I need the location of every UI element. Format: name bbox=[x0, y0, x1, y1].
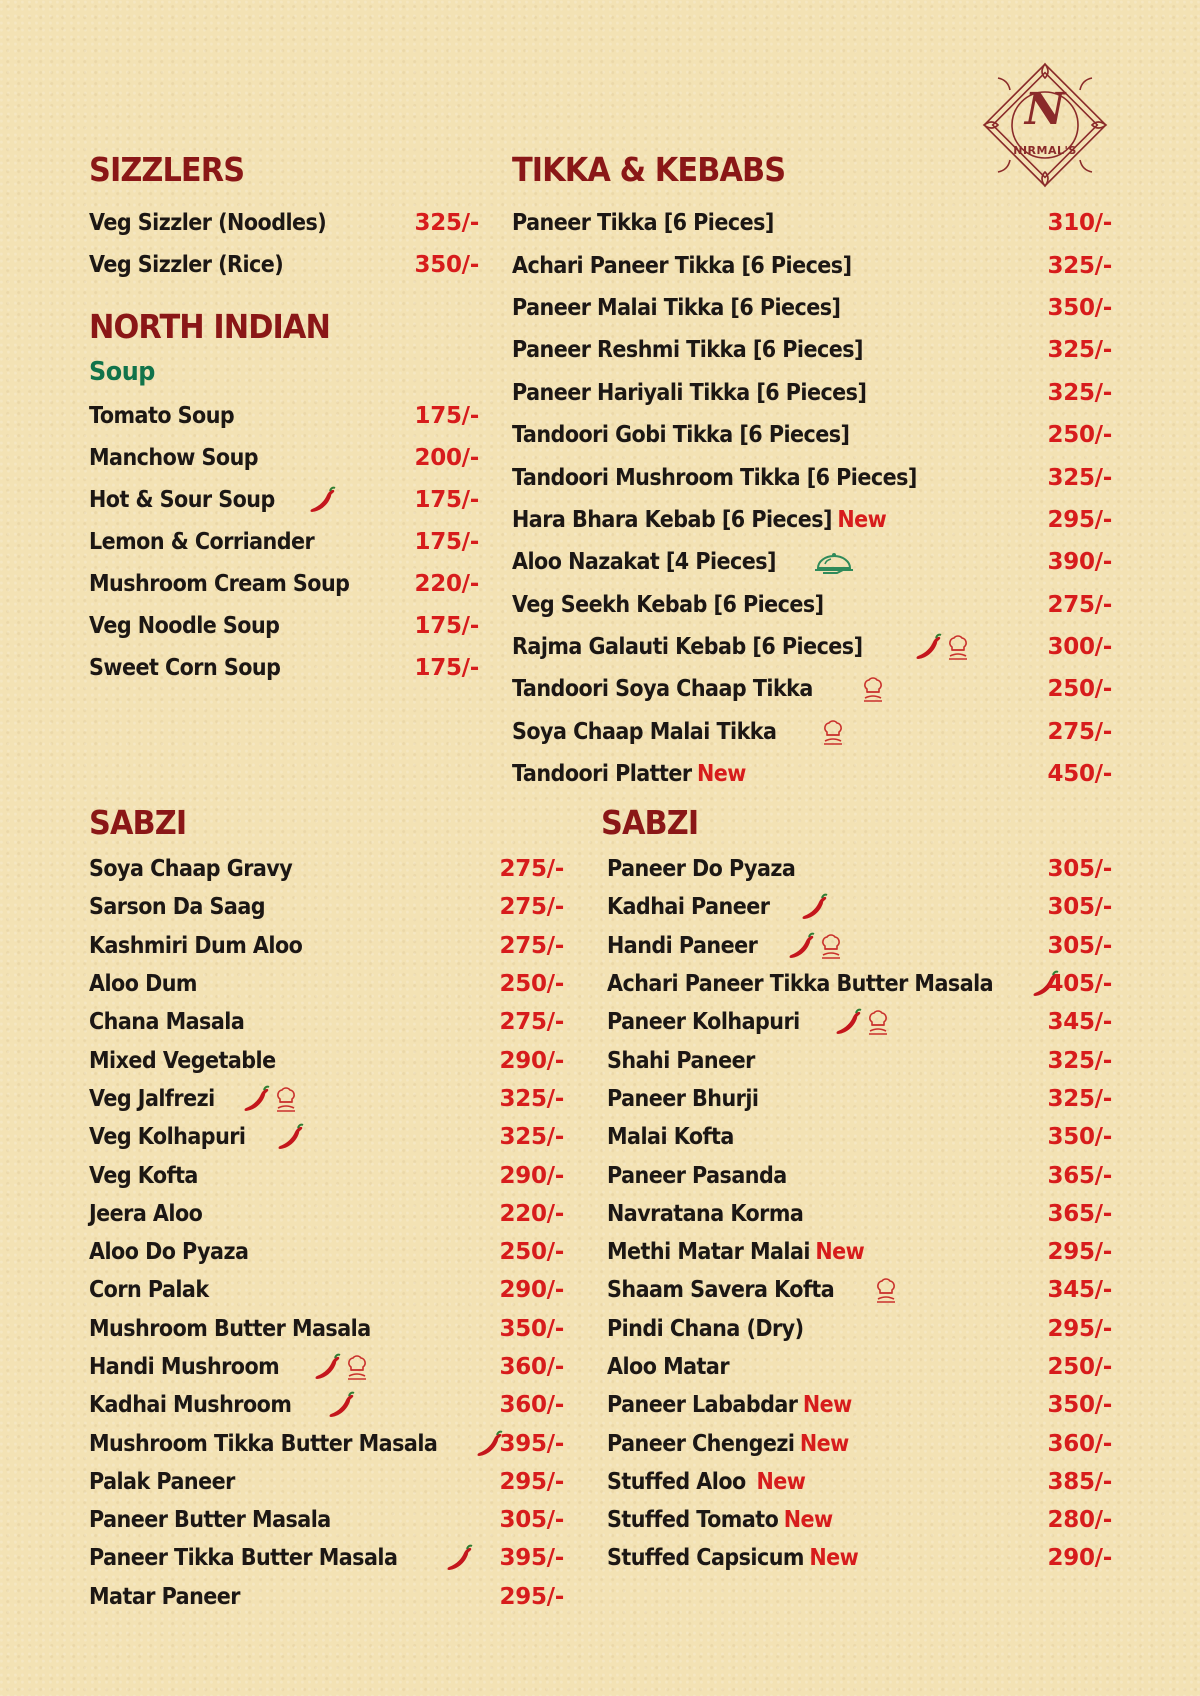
item-name: Aloo Matar bbox=[607, 1354, 730, 1380]
item-price: 345/- bbox=[1047, 1277, 1112, 1304]
menu-item bbox=[607, 1041, 1112, 1079]
item-price: 175/- bbox=[414, 613, 479, 639]
menu-item bbox=[89, 647, 479, 689]
new-tag: New bbox=[783, 1507, 833, 1534]
item-name: Paneer Tikka Butter Masala bbox=[89, 1545, 398, 1572]
menu-item bbox=[89, 1578, 564, 1616]
item-price: 450/- bbox=[1047, 761, 1112, 788]
item-price: 220/- bbox=[414, 571, 479, 597]
menu-item bbox=[607, 965, 1112, 1003]
item-name: Achari Paneer Tikka Butter Masala bbox=[607, 971, 994, 998]
item-price: 310/- bbox=[1047, 210, 1112, 237]
tikka-kebabs-section bbox=[512, 150, 1112, 790]
item-name: Tandoori Soya Chaap Tikka bbox=[512, 676, 813, 703]
item-name-text: Paneer Lababdar bbox=[607, 1392, 798, 1419]
menu-item bbox=[607, 1386, 1112, 1424]
item-name: Paneer Pasanda bbox=[607, 1162, 787, 1189]
item-name: Veg Jalfrezi bbox=[89, 1085, 215, 1112]
menu-item bbox=[89, 563, 479, 605]
menu-item bbox=[89, 1501, 564, 1539]
section-title: SABZI bbox=[601, 803, 699, 842]
menu-item bbox=[512, 456, 1112, 498]
item-name: Kashmiri Dum Aloo bbox=[89, 932, 303, 959]
item-name-text: Paneer Chengezi bbox=[607, 1430, 795, 1457]
new-tag: New bbox=[756, 1468, 806, 1495]
new-tag: New bbox=[696, 761, 746, 788]
item-name: Aloo Dum bbox=[89, 971, 197, 998]
item-price: 390/- bbox=[1047, 549, 1112, 576]
chili-icon bbox=[833, 1007, 863, 1037]
item-price: 360/- bbox=[1047, 1430, 1112, 1457]
menu-item bbox=[89, 1271, 564, 1309]
item-price: 350/- bbox=[499, 1315, 564, 1342]
chef-hat-icon bbox=[871, 1275, 901, 1305]
item-name: Manchow Soup bbox=[89, 445, 259, 471]
item-price: 175/- bbox=[414, 487, 479, 513]
item-name: Palak Paneer bbox=[89, 1468, 235, 1495]
item-price: 275/- bbox=[499, 932, 564, 959]
item-price: 305/- bbox=[1047, 856, 1112, 883]
item-name: Handi Mushroom bbox=[89, 1354, 280, 1380]
item-name bbox=[607, 1507, 833, 1533]
item-price: 405/- bbox=[1047, 971, 1112, 998]
item-name: Veg Seekh Kebab [6 Pieces] bbox=[512, 591, 824, 618]
menu-item bbox=[89, 1386, 564, 1424]
item-name: Mushroom Cream Soup bbox=[89, 571, 350, 597]
item-name: Paneer Hariyali Tikka [6 Pieces] bbox=[512, 379, 867, 406]
item-name: Rajma Galauti Kebab [6 Pieces] bbox=[512, 634, 863, 661]
item-name bbox=[607, 1239, 864, 1265]
item-name: Paneer Bhurji bbox=[607, 1085, 759, 1112]
chili-icon bbox=[275, 1122, 305, 1152]
item-name: Sarson Da Saag bbox=[89, 894, 266, 921]
section-title: SABZI bbox=[89, 803, 187, 842]
menu-item bbox=[89, 1463, 564, 1501]
item-name: Hot & Sour Soup bbox=[89, 487, 275, 513]
item-price: 250/- bbox=[1047, 676, 1112, 703]
item-name: Kadhai Paneer bbox=[607, 894, 770, 921]
menu-item bbox=[512, 584, 1112, 626]
new-tag: New bbox=[837, 506, 887, 533]
item-name: Tandoori Gobi Tikka [6 Pieces] bbox=[512, 422, 850, 449]
sizzlers-list bbox=[89, 202, 479, 286]
sabzi-right-list bbox=[607, 850, 1112, 1578]
menu-item bbox=[512, 202, 1112, 244]
item-name bbox=[607, 1545, 858, 1571]
menu-item bbox=[607, 1348, 1112, 1386]
menu-item bbox=[89, 1041, 564, 1079]
item-name: Sweet Corn Soup bbox=[89, 655, 281, 681]
new-tag: New bbox=[802, 1392, 852, 1419]
item-price: 325/- bbox=[1047, 1047, 1112, 1074]
menu-item bbox=[89, 1118, 564, 1156]
item-name: Navratana Korma bbox=[607, 1200, 804, 1227]
menu-item bbox=[607, 1501, 1112, 1539]
item-name: Achari Paneer Tikka [6 Pieces] bbox=[512, 252, 852, 279]
menu-item bbox=[89, 1156, 564, 1194]
menu-item bbox=[607, 1271, 1112, 1309]
brand-name: NIRMAL'S bbox=[1013, 144, 1077, 157]
item-name: Mixed Vegetable bbox=[89, 1047, 276, 1074]
menu-item bbox=[512, 329, 1112, 371]
menu-item bbox=[607, 1463, 1112, 1501]
chili-icon bbox=[444, 1543, 474, 1573]
menu-item bbox=[89, 927, 564, 965]
item-name: Paneer Malai Tikka [6 Pieces] bbox=[512, 294, 841, 321]
item-price: 325/- bbox=[499, 1085, 564, 1112]
menu-item bbox=[89, 1310, 564, 1348]
menu-item bbox=[512, 711, 1112, 753]
menu-item bbox=[607, 888, 1112, 926]
item-name: Tandoori Mushroom Tikka [6 Pieces] bbox=[512, 464, 917, 491]
item-price: 325/- bbox=[1047, 252, 1112, 279]
chef-hat-icon bbox=[342, 1352, 372, 1382]
item-price: 300/- bbox=[1047, 634, 1112, 661]
menu-item bbox=[512, 414, 1112, 456]
menu-item bbox=[89, 479, 479, 521]
chili-icon bbox=[326, 1390, 356, 1420]
item-price: 360/- bbox=[499, 1392, 564, 1419]
menu-item bbox=[607, 1310, 1112, 1348]
chili-icon bbox=[307, 485, 337, 515]
item-price: 325/- bbox=[1047, 464, 1112, 491]
item-price: 200/- bbox=[414, 445, 479, 471]
menu-item bbox=[607, 1080, 1112, 1118]
item-name: Paneer Do Pyaza bbox=[607, 856, 796, 883]
soup-subtitle: Soup bbox=[89, 357, 155, 387]
menu-item bbox=[512, 668, 1112, 710]
item-name: Shaam Savera Kofta bbox=[607, 1277, 835, 1304]
item-name: Soya Chaap Gravy bbox=[89, 856, 293, 883]
new-tag: New bbox=[815, 1239, 865, 1266]
item-name bbox=[512, 507, 886, 533]
item-price: 395/- bbox=[499, 1430, 564, 1457]
menu-item bbox=[89, 1080, 564, 1118]
menu-item bbox=[89, 605, 479, 647]
menu-item bbox=[512, 499, 1112, 541]
section-title: NORTH INDIAN bbox=[89, 307, 330, 346]
item-name: Paneer Tikka [6 Pieces] bbox=[512, 210, 774, 237]
chef-hat-icon bbox=[816, 931, 846, 961]
item-name: Aloo Nazakat [4 Pieces] bbox=[512, 549, 776, 576]
menu-item bbox=[512, 626, 1112, 668]
item-name: Veg Sizzler (Noodles) bbox=[89, 210, 327, 236]
item-price: 290/- bbox=[499, 1047, 564, 1074]
chili-icon bbox=[312, 1352, 342, 1382]
item-name: Lemon & Corriander bbox=[89, 529, 315, 555]
menu-item bbox=[607, 1233, 1112, 1271]
item-name: Veg Noodle Soup bbox=[89, 613, 280, 639]
chef-hat-icon bbox=[863, 1007, 893, 1037]
item-price: 175/- bbox=[414, 655, 479, 681]
item-price: 275/- bbox=[499, 1009, 564, 1036]
chef-hat-icon bbox=[271, 1084, 301, 1114]
item-name: Mushroom Tikka Butter Masala bbox=[89, 1430, 438, 1457]
item-price: 295/- bbox=[1047, 506, 1112, 533]
item-price: 290/- bbox=[499, 1162, 564, 1189]
sabzi-left-section bbox=[89, 803, 564, 1623]
item-name: Veg Kolhapuri bbox=[89, 1124, 246, 1151]
item-name-text: Tandoori Platter bbox=[512, 761, 692, 788]
menu-item bbox=[89, 850, 564, 888]
item-price: 295/- bbox=[1047, 1239, 1112, 1266]
item-price: 325/- bbox=[1047, 337, 1112, 364]
menu-item bbox=[89, 1424, 564, 1462]
item-name: Pindi Chana (Dry) bbox=[607, 1315, 804, 1342]
item-price: 305/- bbox=[499, 1507, 564, 1534]
item-price: 295/- bbox=[1047, 1315, 1112, 1342]
menu-item bbox=[89, 244, 479, 286]
menu-item bbox=[512, 541, 1112, 583]
item-name: Tomato Soup bbox=[89, 403, 235, 429]
item-price: 175/- bbox=[414, 403, 479, 429]
item-price: 350/- bbox=[1047, 1392, 1112, 1419]
item-name-text: Stuffed Tomato bbox=[607, 1507, 779, 1534]
sabzi-left-list bbox=[89, 850, 564, 1616]
menu-item bbox=[89, 1233, 564, 1271]
item-price: 175/- bbox=[414, 529, 479, 555]
item-name: Veg Kofta bbox=[89, 1162, 198, 1189]
item-name: Soya Chaap Malai Tikka bbox=[512, 718, 777, 745]
menu-item bbox=[607, 1539, 1112, 1577]
item-name: Mushroom Butter Masala bbox=[89, 1315, 371, 1342]
item-name: Veg Sizzler (Rice) bbox=[89, 252, 284, 278]
menu-item bbox=[607, 1003, 1112, 1041]
item-name bbox=[607, 1469, 805, 1495]
item-price: 295/- bbox=[499, 1583, 564, 1610]
menu-item bbox=[607, 1195, 1112, 1233]
item-price: 250/- bbox=[1047, 422, 1112, 449]
chili-icon bbox=[799, 892, 829, 922]
serving-cloche-icon bbox=[811, 547, 857, 577]
item-name: Matar Paneer bbox=[89, 1583, 240, 1610]
north-indian-section bbox=[89, 307, 479, 687]
menu-item bbox=[512, 287, 1112, 329]
menu-item bbox=[607, 1424, 1112, 1462]
item-name: Handi Paneer bbox=[607, 932, 758, 959]
item-price: 325/- bbox=[1047, 379, 1112, 406]
section-title: TIKKA & KEBABS bbox=[512, 150, 786, 189]
new-tag: New bbox=[799, 1430, 849, 1457]
item-price: 250/- bbox=[499, 1239, 564, 1266]
item-price: 360/- bbox=[499, 1354, 564, 1380]
item-price: 250/- bbox=[499, 971, 564, 998]
item-price: 385/- bbox=[1047, 1468, 1112, 1495]
item-price: 365/- bbox=[1047, 1200, 1112, 1227]
item-price: 325/- bbox=[414, 210, 479, 236]
item-price: 250/- bbox=[1047, 1354, 1112, 1380]
section-title: SIZZLERS bbox=[89, 150, 245, 189]
menu-item bbox=[607, 850, 1112, 888]
item-price: 365/- bbox=[1047, 1162, 1112, 1189]
menu-item bbox=[89, 1195, 564, 1233]
item-name-text: Stuffed Capsicum bbox=[607, 1545, 804, 1572]
menu-item bbox=[607, 927, 1112, 965]
item-name: Chana Masala bbox=[89, 1009, 245, 1036]
menu-item bbox=[512, 372, 1112, 414]
menu-item bbox=[512, 244, 1112, 286]
item-name: Jeera Aloo bbox=[89, 1200, 203, 1227]
sabzi-right-section bbox=[601, 803, 1112, 1593]
brand-monogram: N bbox=[1024, 84, 1066, 135]
chef-hat-icon bbox=[858, 674, 888, 704]
item-name: Kadhai Mushroom bbox=[89, 1392, 292, 1419]
item-name bbox=[512, 761, 746, 787]
item-name bbox=[607, 1392, 852, 1418]
item-price: 275/- bbox=[1047, 718, 1112, 745]
item-price: 290/- bbox=[499, 1277, 564, 1304]
menu-item bbox=[89, 1348, 564, 1386]
chef-hat-icon bbox=[943, 632, 973, 662]
menu-item bbox=[89, 437, 479, 479]
item-name bbox=[607, 1431, 849, 1457]
item-name: Malai Kofta bbox=[607, 1124, 734, 1151]
menu-item bbox=[89, 521, 479, 563]
new-tag: New bbox=[809, 1545, 859, 1572]
chili-icon bbox=[786, 931, 816, 961]
menu-item bbox=[607, 1156, 1112, 1194]
item-name-text: Methi Matar Malai bbox=[607, 1239, 810, 1266]
item-price: 275/- bbox=[1047, 591, 1112, 618]
item-price: 275/- bbox=[499, 894, 564, 921]
item-price: 350/- bbox=[1047, 1124, 1112, 1151]
menu-item bbox=[89, 965, 564, 1003]
item-price: 305/- bbox=[1047, 932, 1112, 959]
item-price: 275/- bbox=[499, 856, 564, 883]
item-name-text: Hara Bhara Kebab [6 Pieces] bbox=[512, 506, 832, 533]
chili-icon bbox=[913, 632, 943, 662]
menu-item bbox=[89, 1003, 564, 1041]
menu-item bbox=[89, 1539, 564, 1577]
item-price: 350/- bbox=[1047, 294, 1112, 321]
item-price: 325/- bbox=[499, 1124, 564, 1151]
chili-icon bbox=[241, 1084, 271, 1114]
tikka-list bbox=[512, 202, 1112, 795]
item-name-text: Stuffed Aloo bbox=[607, 1468, 746, 1495]
item-price: 395/- bbox=[499, 1545, 564, 1572]
item-price: 350/- bbox=[414, 252, 479, 278]
item-price: 305/- bbox=[1047, 894, 1112, 921]
item-name: Aloo Do Pyaza bbox=[89, 1239, 249, 1266]
item-price: 325/- bbox=[1047, 1085, 1112, 1112]
menu-item bbox=[89, 888, 564, 926]
chef-hat-icon bbox=[818, 717, 848, 747]
menu-item bbox=[512, 753, 1112, 795]
item-price: 280/- bbox=[1047, 1507, 1112, 1534]
soup-list bbox=[89, 395, 479, 689]
item-price: 220/- bbox=[499, 1200, 564, 1227]
item-name: Shahi Paneer bbox=[607, 1047, 755, 1074]
item-name: Corn Palak bbox=[89, 1277, 209, 1304]
menu-item bbox=[89, 202, 479, 244]
menu-item bbox=[607, 1118, 1112, 1156]
item-name: Paneer Butter Masala bbox=[89, 1507, 331, 1534]
item-price: 345/- bbox=[1047, 1009, 1112, 1036]
item-name: Paneer Reshmi Tikka [6 Pieces] bbox=[512, 337, 863, 364]
sizzlers-section bbox=[89, 150, 479, 285]
menu-item bbox=[89, 395, 479, 437]
item-price: 295/- bbox=[499, 1468, 564, 1495]
item-price: 290/- bbox=[1047, 1545, 1112, 1572]
item-name: Paneer Kolhapuri bbox=[607, 1009, 800, 1036]
